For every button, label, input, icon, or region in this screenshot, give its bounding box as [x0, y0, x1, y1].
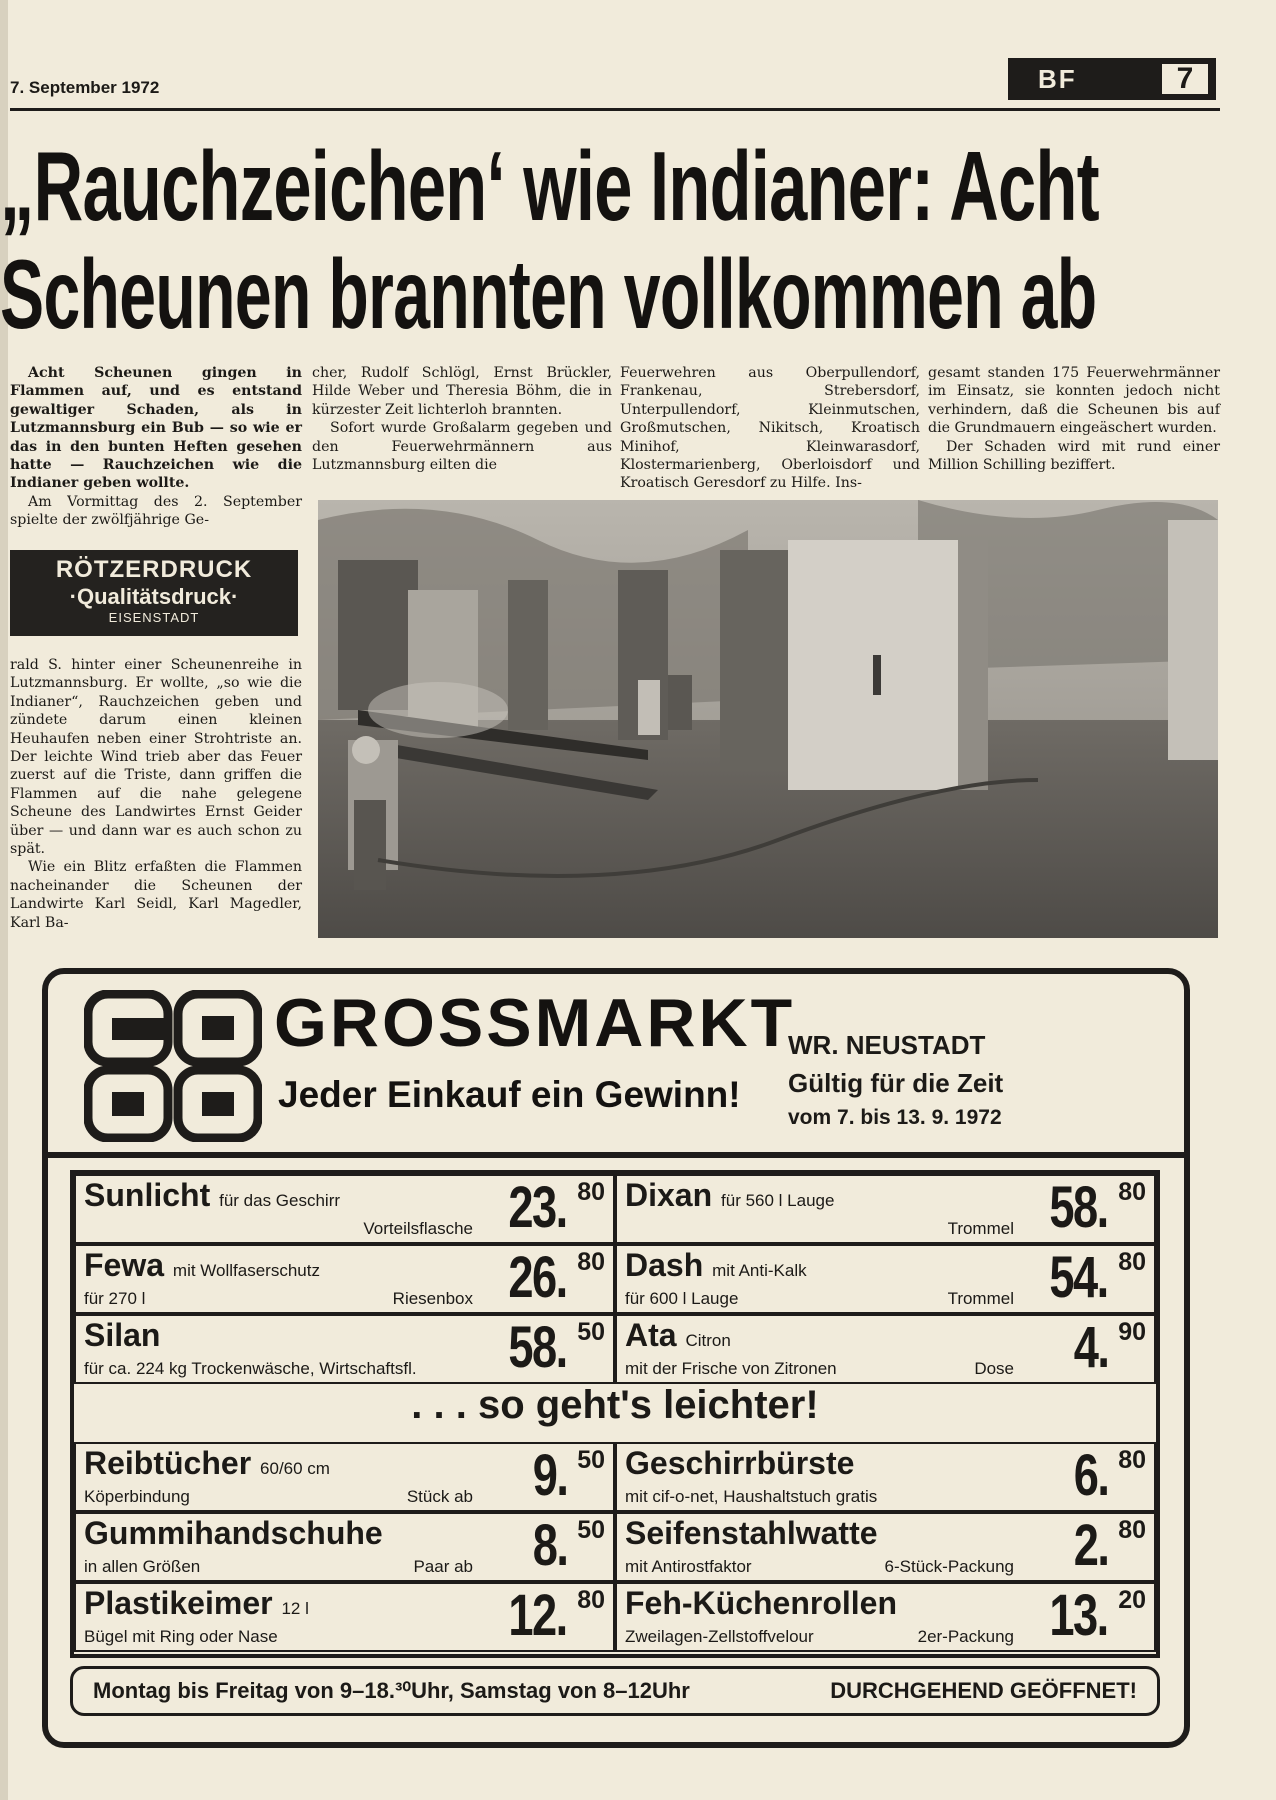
section-box: [1008, 58, 1216, 100]
fire-photo-image: [318, 500, 1218, 938]
product-description: Köperbindung: [84, 1487, 190, 1506]
product-cell: [74, 1244, 615, 1314]
product-description: für 600 l Lauge: [625, 1289, 739, 1308]
coop-grossmarkt-ad: [42, 968, 1190, 1748]
coop-logo-icon: [84, 990, 262, 1142]
issue-date: 7. September 1972: [10, 78, 160, 97]
price-main: 6.: [1073, 1443, 1108, 1508]
article-paragraph: Wie ein Blitz erfaßten die Flammen nacheinander die Scheunen der Landwirte Karl Seidl, Karl Magedler, Karl Ba-: [10, 859, 302, 931]
headline-line-2: Scheunen brannten vollkommen ab: [0, 239, 1097, 349]
product-cell: [74, 1582, 615, 1652]
product-name: Dixan für 560 l Lauge: [625, 1177, 835, 1213]
price-cents: 50: [577, 1446, 605, 1474]
price-cents: 50: [577, 1516, 605, 1544]
product-unit: Riesenbox: [392, 1289, 473, 1308]
header-rule: [10, 108, 1220, 111]
product-name: Feh-Küchenrollen: [625, 1585, 898, 1621]
price-main: 26.: [508, 1245, 567, 1310]
product-unit: 6-Stück-Packung: [884, 1557, 1014, 1576]
product-description: in allen Größen: [84, 1557, 201, 1576]
product-unit: Trommel: [947, 1219, 1014, 1238]
product-name: Sunlicht für das Geschirr: [84, 1177, 341, 1213]
product-name: Plastikeimer 12 l: [84, 1585, 309, 1621]
article-paragraph: gesamt standen 175 Feuerwehrmänner im Einsatz, sie konnten jedoch nicht verhindern, daß die Scheunen bis auf die Grundmauern eingeäschert wurden.: [928, 365, 1220, 437]
rotzerdruck-slogan: ·Qualitätsdruck·: [69, 584, 239, 609]
price-cents: 50: [577, 1318, 605, 1346]
rotzerdruck-name: RÖTZERDRUCK: [55, 556, 253, 583]
price-cents: 80: [577, 1178, 605, 1206]
product-extra: Citron: [685, 1331, 731, 1350]
price-cents: 80: [1118, 1178, 1146, 1206]
price-cents: 80: [1118, 1516, 1146, 1544]
price-main: 8.: [532, 1513, 567, 1578]
article-paragraph: Sofort wurde Großalarm gegeben und den Feuerwehrmännern aus Lutzmannsburg eilten die: [312, 420, 612, 474]
product-cell: [615, 1174, 1156, 1244]
product-name: Fewa mit Wollfaserschutz: [84, 1247, 320, 1283]
headline: [0, 132, 1230, 348]
product-cell: [74, 1174, 615, 1244]
product-name: Dash mit Anti-Kalk: [625, 1247, 807, 1283]
price-cents: 80: [1118, 1446, 1146, 1474]
price-grid: [70, 1170, 1160, 1658]
product-unit: 2er-Packung: [917, 1627, 1014, 1646]
ad-dates: vom 7. bis 13. 9. 1972: [788, 1106, 1002, 1129]
product-cell: [74, 1512, 615, 1582]
product-extra: 60/60 cm: [260, 1459, 330, 1478]
product-name: Silan: [84, 1317, 161, 1353]
article-paragraph: cher, Rudolf Schlögl, Ernst Brückler, Hilde Weber und Theresia Böhm, die in kürzester Zeit lichterloh brannten.: [312, 365, 612, 418]
product-name: Gummihandschuhe: [84, 1515, 383, 1551]
product-cell: [615, 1442, 1156, 1512]
product-description: Zweilagen-Zellstoffvelour: [625, 1627, 814, 1646]
price-main: 2.: [1073, 1513, 1108, 1578]
price-main: 12.: [508, 1583, 567, 1648]
ad-validity: Gültig für die Zeit: [788, 1068, 1004, 1098]
product-unit: Paar ab: [413, 1557, 473, 1576]
product-description: mit cif-o-net, Haushaltstuch gratis: [625, 1487, 878, 1506]
product-description: mit der Frische von Zitronen: [625, 1359, 837, 1378]
article-paragraph: Der Schaden wird mit rund einer Million Schilling beziffert.: [928, 438, 1220, 474]
product-cell: [615, 1314, 1156, 1384]
article-lead: Acht Scheunen gingen in Flammen auf, und es entstand gewaltiger Schaden, als in Lutzmannsburg ein Bub — so wie er das in den bunten Heften gesehen hatte — Rauchzeichen wie die Indianer geben wollte.: [10, 365, 302, 492]
price-cents: 80: [577, 1586, 605, 1614]
price-main: 58.: [508, 1315, 567, 1380]
price-main: 54.: [1049, 1245, 1108, 1310]
article-column-1: [10, 364, 302, 530]
price-main: 9.: [532, 1443, 567, 1508]
article-paragraph: Feuerwehren aus Oberpullendorf, Frankenau, Strebersdorf, Unterpullendorf, Kleinmutschen, Großmutschen, Nikitsch, Kroatisch Minihof, Kleinwarasdorf, Klostermarienberg, Oberloisdorf und Kroatisch Geresdorf zu Hilfe. Ins-: [620, 365, 920, 492]
article-paragraph: rald S. hinter einer Scheunenreihe in Lutzmannsburg. Er wollte, „so wie die Indianer“, Rauchzeichen geben und zündete darum einen kleinen Heuhaufen neben einer Strohtriste an. Der leichte Wind trieb aber das Feuer zuerst auf die Triste, dann griffen die Flammen auf die nahe gelegene Scheune des Landwirtes Ernst Geider über — und dann war es auch schon zu spät.: [10, 657, 302, 858]
product-cell: [74, 1442, 615, 1512]
product-unit: Stück ab: [406, 1487, 473, 1506]
product-cell: [74, 1314, 615, 1384]
price-main: 58.: [1049, 1175, 1108, 1240]
price-main: 23.: [508, 1175, 567, 1240]
product-cell: [615, 1244, 1156, 1314]
product-extra: mit Anti-Kalk: [712, 1261, 807, 1280]
opening-hours-text: Montag bis Freitag von 9–18.³⁰Uhr, Samstag von 8–12Uhr: [93, 1678, 690, 1703]
ad-tagline: Jeder Einkauf ein Gewinn!: [278, 1074, 741, 1115]
article-paragraph: Am Vormittag des 2. September spielte der zwölfjährige Ge-: [10, 493, 302, 529]
product-cell: [615, 1512, 1156, 1582]
ad-title: GROSSMARKT: [274, 985, 796, 1061]
article-column-4: [928, 364, 1220, 474]
rotzerdruck-ad: [10, 550, 298, 636]
product-cell: [615, 1582, 1156, 1652]
article-column-2: [312, 364, 612, 474]
open-all-day: DURCHGEHEND GEÖFFNET!: [830, 1678, 1137, 1703]
product-extra: mit Wollfaserschutz: [172, 1261, 320, 1280]
headline-line-1: „Rauchzeichen‘ wie Indianer: Acht: [0, 131, 1099, 241]
product-extra: 12 l: [281, 1599, 309, 1618]
article-column-1-continued: [10, 656, 302, 932]
article-column-3: [620, 364, 920, 493]
product-unit: Trommel: [947, 1289, 1014, 1308]
product-description: für 270 l: [84, 1289, 146, 1308]
price-main: 13.: [1049, 1583, 1108, 1648]
rotzerdruck-city: EISENSTADT: [108, 610, 200, 625]
opening-hours: [70, 1666, 1160, 1716]
price-main: 4.: [1073, 1315, 1108, 1380]
product-name: Geschirrbürste: [625, 1445, 855, 1481]
product-description: für ca. 224 kg Trockenwäsche, Wirtschaftsfl.: [84, 1359, 417, 1378]
product-name: Seifenstahlwatte: [625, 1515, 878, 1551]
price-cents: 90: [1118, 1318, 1146, 1346]
product-extra: für das Geschirr: [219, 1191, 341, 1210]
price-cents: 80: [1118, 1248, 1146, 1276]
price-cents: 20: [1118, 1586, 1146, 1614]
product-description: mit Antirostfaktor: [625, 1557, 752, 1576]
ad-divider: [48, 1152, 1184, 1158]
product-description: Bügel mit Ring oder Nase: [84, 1627, 278, 1646]
ad-slogan: . . . so geht's leichter!: [411, 1383, 819, 1427]
section-label: BF: [1038, 63, 1077, 94]
page-number: 7: [1160, 62, 1210, 96]
product-unit: Dose: [974, 1359, 1014, 1378]
product-unit: Vorteilsflasche: [363, 1219, 473, 1238]
product-name: Reibtücher 60/60 cm: [84, 1445, 330, 1481]
product-name: Ata Citron: [625, 1317, 731, 1353]
ad-location: WR. NEUSTADT: [788, 1030, 986, 1060]
fire-photo: [318, 500, 1218, 938]
product-extra: für 560 l Lauge: [721, 1191, 835, 1210]
price-cents: 80: [577, 1248, 605, 1276]
